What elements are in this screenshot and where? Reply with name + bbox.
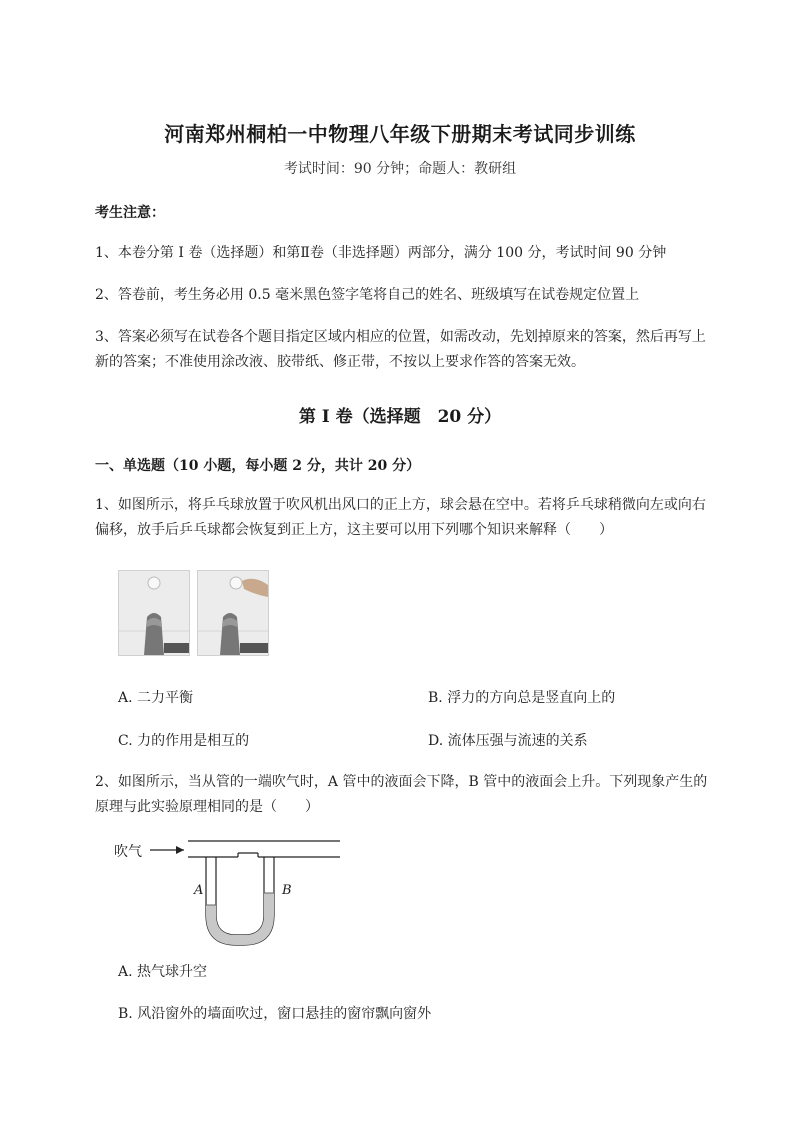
- question-1-option-c[interactable]: C. 力的作用是相互的: [118, 733, 250, 749]
- notice-item: 1、本卷分第 I 卷（选择题）和第Ⅱ卷（非选择题）两部分，满分 100 分，考试时间 90 分钟: [95, 245, 667, 261]
- question-2-option-a[interactable]: A. 热气球升空: [118, 964, 208, 980]
- hairdryer-ball-image: [119, 571, 189, 655]
- notice-heading: 考生注意：: [95, 205, 165, 221]
- blow-label: 吹气: [114, 844, 142, 860]
- tube-a-label: A: [194, 883, 204, 898]
- notice-item: 3、答案必须写在试卷各个题目指定区域内相应的位置，如需改动，先划掉原来的答案，然后再写上新的答案；不准使用涂改液、胶带纸、修正带，不按以上要求作答的答案无效。: [95, 329, 706, 370]
- part-heading: 一、单选题（10 小题，每小题 2 分，共计 20 分）: [95, 458, 421, 474]
- section-title: 第 I 卷（选择题 20 分）: [298, 407, 502, 427]
- question-1-text: 1、如图所示，将乒乓球放置于吹风机出风口的正上方，球会悬在空中。若将乒乓球稍微向左或向右偏移，放手后乒乓球都会恢复到正上方，这主要可以用下列哪个知识来解释（ ）: [95, 497, 706, 538]
- hairdryer-photo-2: [197, 570, 269, 656]
- question-1-option-a[interactable]: A. 二力平衡: [118, 690, 194, 706]
- question-2-option-b[interactable]: B. 风沿窗外的墙面吹过，窗口悬挂的窗帘飘向窗外: [118, 1006, 432, 1022]
- page-title: 河南郑州桐柏一中物理八年级下册期末考试同步训练: [164, 122, 636, 146]
- page-subtitle: 考试时间：90 分钟；命题人：教研组: [283, 161, 517, 177]
- u-tube-diagram: [110, 833, 360, 953]
- notice-item: 2、答卷前，考生务必用 0.5 毫米黑色签字笔将自己的姓名、班级填写在试卷规定位置上: [95, 287, 640, 303]
- question-1-option-d[interactable]: D. 流体压强与流速的关系: [428, 733, 588, 749]
- question-2-text: 2、如图所示，当从管的一端吹气时，A 管中的液面会下降，B 管中的液面会上升。下列现象产生的原理与此实验原理相同的是（ ）: [95, 774, 708, 815]
- hairdryer-hand-image: [198, 571, 268, 655]
- question-1-option-b[interactable]: B. 浮力的方向总是竖直向上的: [428, 690, 616, 706]
- tube-b-label: B: [282, 883, 292, 898]
- u-tube-figure: [110, 833, 360, 953]
- hairdryer-photo-1: [118, 570, 190, 656]
